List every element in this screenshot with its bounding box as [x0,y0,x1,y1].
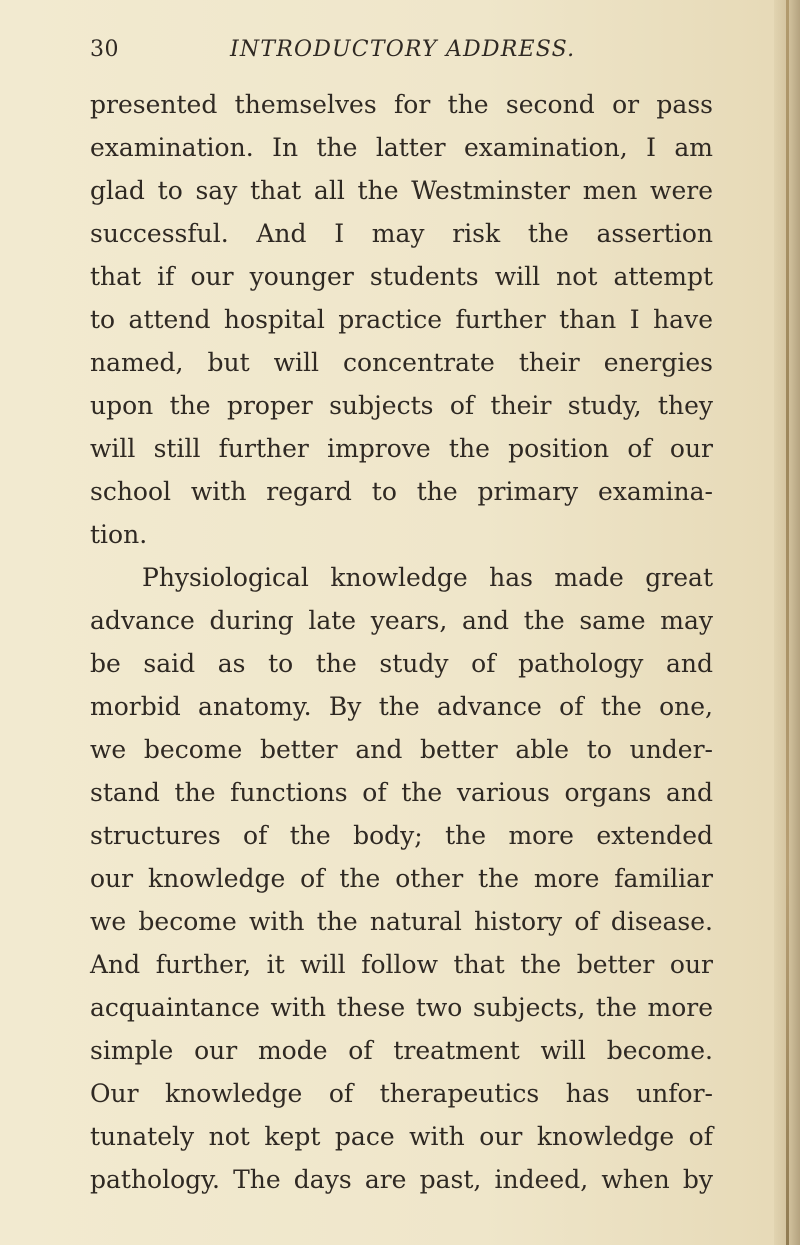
text-line: our knowledge of the other the more familiar [90,864,713,893]
text-line: Physiological knowledge has made great [142,563,713,592]
binding-edge [786,0,789,1245]
page-header [90,37,750,71]
text-line: Our knowledge of therapeutics has unfor- [90,1079,713,1108]
running-head: INTRODUCTORY ADDRESS. [230,37,576,62]
text-line: And further, it will follow that the better our [90,950,713,979]
text-line: glad to say that all the Westminster men were [90,176,713,205]
text-line: tunately not kept pace with our knowledge of [90,1122,713,1151]
text-line: tion. [90,520,148,549]
text-line: pathology. The days are past, indeed, when by [90,1165,713,1194]
text-line: we become better and better able to under- [90,735,713,764]
page-number: 30 [90,37,119,62]
text-line: will still further improve the position of our [90,434,713,463]
text-line: examination. In the latter examination, I am [90,133,713,162]
text-line: successful. And I may risk the assertion [90,219,713,248]
text-line: acquaintance with these two subjects, the more [90,993,713,1022]
text-line: to attend hospital practice further than I have [90,305,713,334]
text-line: simple our mode of treatment will become. [90,1036,713,1065]
text-line: morbid anatomy. By the advance of the one, [90,692,713,721]
body-text [90,83,713,1201]
text-line: presented themselves for the second or pass [90,90,713,119]
text-line: that if our younger students will not attempt [90,262,713,291]
text-line: advance during late years, and the same may [90,606,713,635]
text-line: be said as to the study of pathology and [90,649,713,678]
text-line: stand the functions of the various organs and [90,778,713,807]
text-line: named, but will concentrate their energies [90,348,713,377]
text-line: school with regard to the primary examina- [90,477,713,506]
text-line: we become with the natural history of disease. [90,907,713,936]
text-line: upon the proper subjects of their study, they [90,391,713,420]
text-line: structures of the body; the more extended [90,821,713,850]
